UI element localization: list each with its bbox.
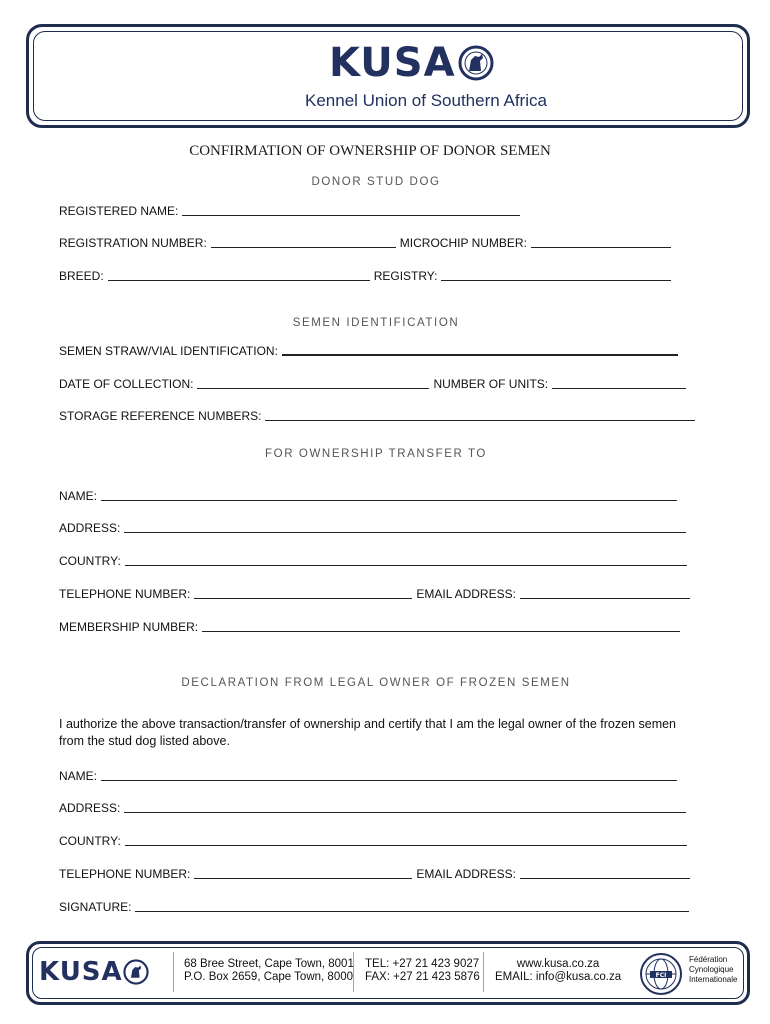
membership-number-label: MEMBERSHIP NUMBER: (59, 620, 199, 634)
registry-field[interactable] (441, 268, 671, 281)
transfer-address-field[interactable] (124, 520, 686, 533)
breed-registry-row (59, 267, 671, 283)
owner-email-label: EMAIL ADDRESS: (416, 867, 516, 881)
transfer-name-field[interactable] (101, 488, 677, 501)
footer-dog-emblem-icon (123, 959, 149, 985)
section-heading-semen: SEMEN IDENTIFICATION (292, 317, 460, 329)
membership-number-row (59, 618, 680, 634)
transfer-contact-row (59, 585, 690, 601)
owner-name-field[interactable] (101, 768, 677, 781)
document-title: CONFIRMATION OF OWNERSHIP OF DONOR SEMEN (189, 143, 551, 159)
registry-label: REGISTRY: (373, 269, 438, 283)
footer-fax: FAX: +27 21 423 5876 (365, 971, 480, 983)
dog-emblem-icon (458, 45, 494, 81)
fci-line3: Internationale (689, 975, 738, 984)
owner-name-label: NAME: (59, 769, 98, 783)
transfer-email-label: EMAIL ADDRESS: (416, 587, 516, 601)
footer-address-line1: 68 Bree Street, Cape Town, 8001 (184, 958, 354, 970)
footer-divider (353, 952, 354, 992)
fci-name (689, 955, 737, 985)
owner-country-label: COUNTRY: (59, 834, 121, 848)
footer-address (184, 958, 354, 984)
transfer-name-label: NAME: (59, 489, 98, 503)
signature-label: SIGNATURE: (59, 900, 132, 914)
owner-address-label: ADDRESS: (59, 801, 121, 815)
collection-units-row (59, 375, 686, 391)
straw-vial-field[interactable] (282, 342, 678, 356)
declaration-text: I authorize the above transaction/transfer of ownership and certify that I am the legal owner of the frozen semen from the stud dog listed above. (59, 717, 677, 748)
owner-country-row (59, 832, 687, 848)
footer-website[interactable]: www.kusa.co.za (516, 958, 600, 970)
signature-row (59, 898, 689, 914)
transfer-telephone-field[interactable] (194, 586, 412, 599)
breed-field[interactable] (108, 268, 370, 281)
section-heading-transfer: FOR OWNERSHIP TRANSFER TO (265, 448, 487, 460)
logo-wordmark: KUSA (329, 40, 456, 86)
straw-vial-label: SEMEN STRAW/VIAL IDENTIFICATION: (59, 344, 278, 358)
section-heading-declaration: DECLARATION FROM LEGAL OWNER OF FROZEN SEMEN (181, 677, 571, 689)
footer-divider (173, 952, 174, 992)
registration-microchip-row (59, 234, 671, 250)
footer-phone (365, 958, 480, 984)
number-of-units-label: NUMBER OF UNITS: (433, 377, 549, 391)
transfer-address-row (59, 519, 686, 535)
straw-vial-row (59, 342, 678, 358)
owner-address-field[interactable] (124, 800, 686, 813)
fci-badge-label: FCI (655, 972, 667, 979)
storage-reference-field[interactable] (265, 408, 695, 421)
transfer-country-row (59, 552, 687, 568)
owner-email-field[interactable] (520, 866, 690, 879)
signature-field[interactable] (135, 899, 689, 912)
fci-line1: Fédération (689, 955, 728, 964)
kusa-logo (329, 40, 494, 86)
transfer-name-row (59, 487, 677, 503)
breed-label: BREED: (59, 269, 104, 283)
registered-name-field[interactable] (182, 203, 520, 216)
footer-banner (26, 941, 750, 1005)
section-heading-donor: DONOR STUD DOG (311, 176, 441, 188)
owner-country-field[interactable] (125, 833, 687, 846)
fci-line2: Cynologique (689, 965, 734, 974)
registered-name-label: REGISTERED NAME: (59, 204, 179, 218)
footer-email[interactable]: EMAIL: info@kusa.co.za (495, 971, 622, 983)
storage-reference-label: STORAGE REFERENCE NUMBERS: (59, 409, 262, 423)
footer-divider (483, 952, 484, 992)
footer-address-line2: P.O. Box 2659, Cape Town, 8000 (184, 971, 354, 983)
footer-tel: TEL: +27 21 423 9027 (365, 958, 480, 970)
microchip-number-field[interactable] (531, 235, 671, 248)
transfer-telephone-label: TELEPHONE NUMBER: (59, 587, 191, 601)
transfer-country-field[interactable] (125, 553, 687, 566)
header-banner (26, 24, 750, 128)
date-of-collection-label: DATE OF COLLECTION: (59, 377, 194, 391)
microchip-number-label: MICROCHIP NUMBER: (399, 236, 527, 250)
transfer-email-field[interactable] (520, 586, 690, 599)
footer-web (495, 958, 621, 984)
owner-telephone-field[interactable] (194, 866, 412, 879)
footer-kusa-logo (39, 958, 149, 986)
fci-globe-icon (639, 952, 683, 996)
owner-name-row (59, 767, 677, 783)
registration-number-field[interactable] (211, 235, 396, 248)
date-of-collection-field[interactable] (197, 376, 429, 389)
number-of-units-field[interactable] (552, 376, 686, 389)
storage-reference-row (59, 407, 695, 423)
transfer-country-label: COUNTRY: (59, 554, 121, 568)
membership-number-field[interactable] (202, 619, 680, 632)
registration-number-label: REGISTRATION NUMBER: (59, 236, 207, 250)
owner-contact-row (59, 865, 690, 881)
transfer-address-label: ADDRESS: (59, 521, 121, 535)
owner-address-row (59, 799, 686, 815)
footer-logo-wordmark: KUSA (39, 957, 123, 987)
org-name: Kennel Union of Southern Africa (305, 91, 547, 110)
owner-telephone-label: TELEPHONE NUMBER: (59, 867, 191, 881)
registered-name-row (59, 202, 520, 218)
